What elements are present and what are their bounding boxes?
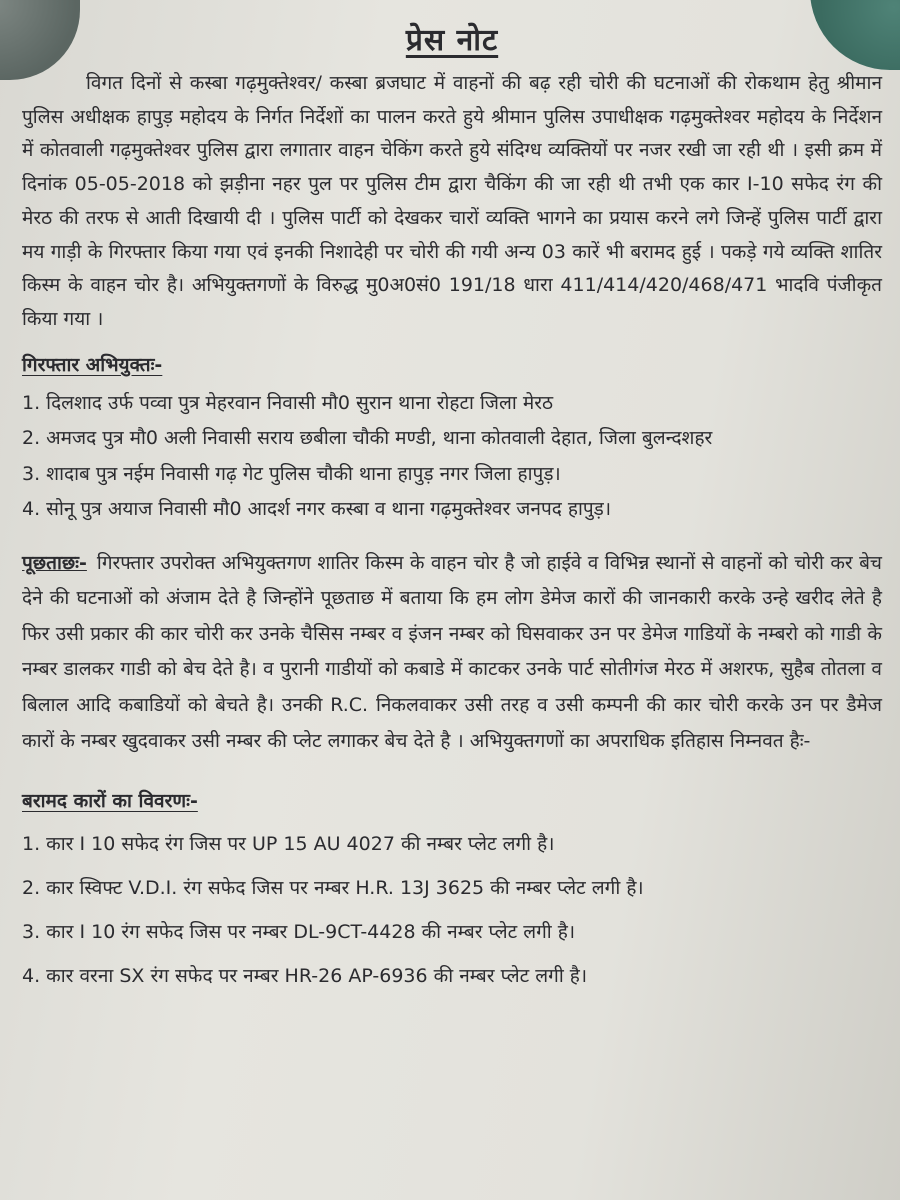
arrested-list	[22, 386, 882, 528]
interrogation-paragraph	[22, 546, 882, 760]
list-item: 4. कार वरना SX रंग सफेद पर नम्बर HR-26 AP-6936 की नम्बर प्लेट लगी है।	[22, 965, 588, 988]
list-item: 1. कार I 10 सफेद रंग जिस पर UP 15 AU 4027 की नम्बर प्लेट लगी है।	[22, 833, 555, 856]
page-title: प्रेस नोट	[405, 23, 499, 58]
list-item: 1. दिलशाद उर्फ पव्वा पुत्र मेहरवान निवासी मौ0 सुरान थाना रोहटा जिला मेरठ	[22, 391, 554, 414]
list-item: 3. कार I 10 रंग सफेद जिस पर नम्बर DL-9CT-4428 की नम्बर प्लेट लगी है।	[22, 921, 576, 944]
list-item: 2. कार स्विफ्ट V.D.I. रंग सफेद जिस पर नम्बर H.R. 13J 3625 की नम्बर प्लेट लगी है।	[22, 877, 644, 900]
recovered-heading: बरामद कारों का विवरणः-	[22, 790, 198, 813]
recovered-list	[22, 822, 882, 998]
list-item: 2. अमजद पुत्र मौ0 अली निवासी सराय छबीला चौकी मण्डी, थाना कोतवाली देहात, जिला बुलन्दशहर	[22, 427, 713, 450]
list-item: 3. शादाब पुत्र नईम निवासी गढ़ गेट पुलिस चौकी थाना हापुड़ नगर जिला हापुड़।	[22, 462, 561, 485]
press-note	[22, 18, 882, 998]
list-item: 4. सोनू पुत्र अयाज निवासी मौ0 आदर्श नगर कस्बा व थाना गढ़मुक्तेश्वर जनपद हापुड़।	[22, 498, 612, 521]
arrested-heading: गिरफ्तार अभियुक्तः-	[22, 353, 163, 376]
interrogation-label: पूछताछः-	[22, 551, 87, 574]
intro-paragraph: विगत दिनों से कस्बा गढ़मुक्तेश्वर/ कस्बा ब्रजघाट में वाहनों की बढ़ रही चोरी की घटनाओं की रोकथाम हेतु श्रीमान पुलिस अधीक्षक हापुड़ महोदय के निर्गत निर्देशों का पालन करते हुये श्रीमान पुलिस उपाधीक्षक गढ़मुक्तेश्वर महोदय के निर्देशन में कोतवाली गढ़मुक्तेश्वर पुलिस द्वारा लगातार वाहन चेकिंग करते हुये संदिग्ध व्यक्तियों पर नजर रखी जा रही थी । इसी क्रम में दिनांक 05-05-2018 को झड़ीना नहर पुल पर पुलिस टीम द्वारा चैकिंग की जा रही थी तभी एक कार I-10 सफेद रंग की मेरठ की तरफ से आती दिखायी दी । पुलिस पार्टी को देखकर चारों व्यक्ति भागने का प्रयास करने लगे जिन्हें पुलिस पार्टी द्वारा मय गाड़ी के गिरफ्तार किया गया एवं इनकी निशादेही पर चोरी की गयी अन्य 03 कारें भी बरामद हुई । पकड़े गये व्यक्ति शातिर किस्म के वाहन चोर है। अभियुक्तगणों के विरुद्ध मु0अ0सं0 191/18 धारा 411/414/420/468/471 भादवि पंजीकृत किया गया ।	[22, 72, 882, 330]
interrogation-text: गिरफ्तार उपरोक्त अभियुक्तगण शातिर किस्म के वाहन चोर है जो हाईवे व विभिन्न स्थानों से वाहनों को चोरी कर बेच देने की घटनाओं को अंजाम देते है जिन्होंने पूछताछ में बताया कि हम लोग डेमेज कारों की जानकारी करके उन्हे खरीद लेते है फिर उसी प्रकार की कार चोरी कर उनके चैसिस नम्बर व इंजन नम्बर को घिसवाकर उन पर डेमेज गाडियों के नम्बरो को गाडी के नम्बर डालकर गाडी को बेच देते है। व पुरानी गाडीयों को कबाडे में काटकर उनके पार्ट सोतीगंज मेरठ में अशरफ, सुहैब तोतला व बिलाल आदि कबाडियों को बेचते है। उनकी R.C. निकलवाकर उसी तरह व उसी कम्पनी की कार चोरी करके उन पर डैमेज कारों के नम्बर खुदवाकर उसी नम्बर की प्लेट लगाकर बेच देते है । अभियुक्तगणों का अपराधिक इतिहास निम्नवत हैः-	[22, 551, 882, 752]
